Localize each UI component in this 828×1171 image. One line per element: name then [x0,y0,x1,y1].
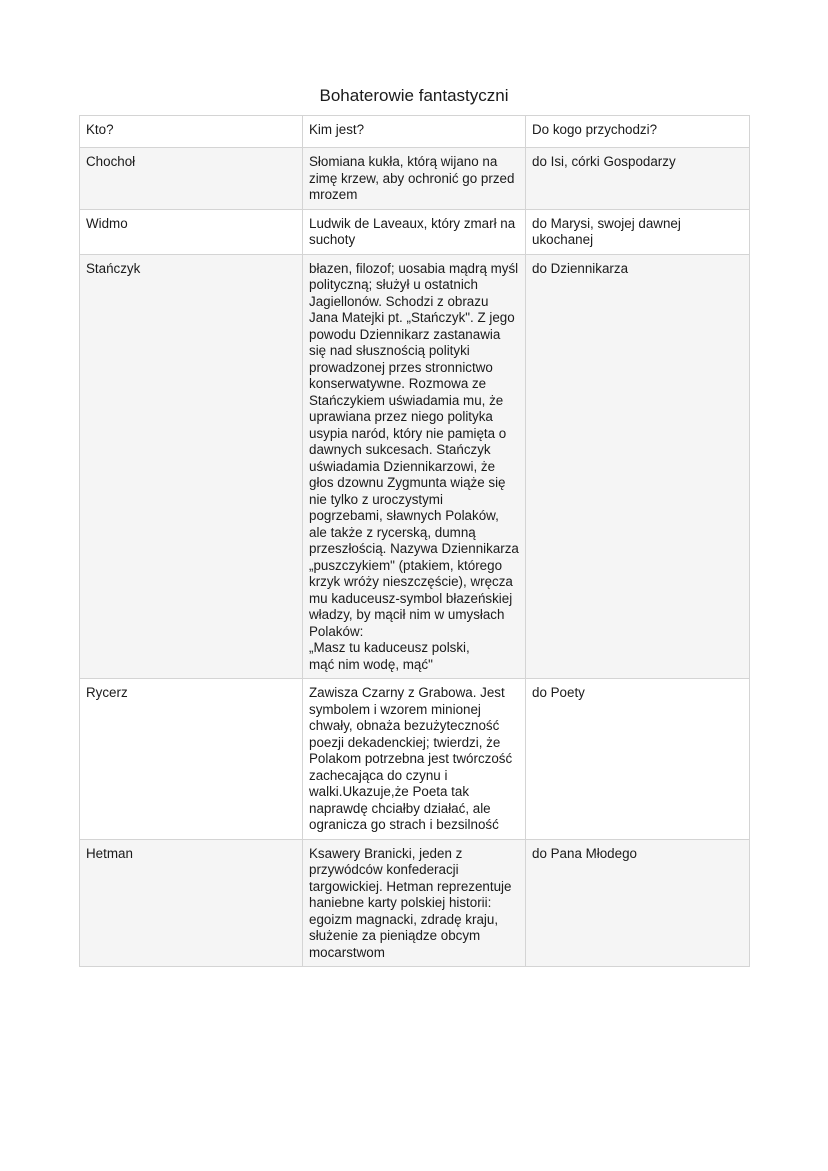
cell-kim-jest [303,254,526,679]
heroes-table [79,115,750,967]
table-row-widmo [80,209,750,254]
cell-kim-jest: Zawisza Czarny z Grabowa. Jest symbolem i wzorem minionej chwały, obnaża bezużyteczność poezji dekadenckiej; twierdzi, że Polakom potrzebna jest twórczość zachecająca do czynu i walki.Ukazuje,że Poeta tak naprawdę chciałby działać, ale ogranicza go strach i bezsilność [303,679,526,840]
cell-do-kogo: do Dziennikarza [526,254,750,679]
cell-kim-jest: Słomiana kukła, którą wijano na zimę krzew, aby ochronić go przed mrozem [303,148,526,210]
cell-kim-jest-text: błazen, filozof; uosabia mądrą myśl polityczną; służył u ostatnich Jagiellonów. Schodzi z obrazu Jana Matejki pt. „Stańczyk". Z jego powodu Dziennikarz zastanawia się nad słusznością polityki prowadzonej przes stronnictwo konserwatywne. Rozmowa ze Stańczykiem uświadamia mu, że uprawiana przez niego polityka usypia naród, który nie pamięta o dawnych sukcesach. Stańczyk uświadamia Dziennikarzowi, że głos dzownu Zygmunta wiąże się nie tylko z uroczystymi pogrzebami, sławnych Polaków, ale także z rycerską, dumną przeszłością. Nazywa Dziennikarza „puszczykiem" (ptakiem, którego krzyk wróży nieszczęście), wręcza mu kaduceusz-symbol błazeńskiej władzy, by mącił nim w umysłach Polaków: [309,260,519,639]
table-header-row [80,116,750,148]
cell-do-kogo: do Pana Młodego [526,839,750,967]
column-header-do-kogo: Do kogo przychodzi? [526,116,750,148]
column-header-kto: Kto? [80,116,303,148]
table-row-rycerz [80,679,750,840]
quote-line-1: „Masz tu kaduceusz polski, [309,640,470,655]
cell-kto: Chochoł [80,148,303,210]
cell-kto: Stańczyk [80,254,303,679]
table-row-stanczyk [80,254,750,679]
cell-do-kogo: do Poety [526,679,750,840]
table-row-hetman [80,839,750,967]
cell-kto: Hetman [80,839,303,967]
cell-do-kogo: do Isi, córki Gospodarzy [526,148,750,210]
quote-line-2: mąć nim wodę, mąć" [309,656,433,672]
column-header-kim-jest: Kim jest? [303,116,526,148]
cell-kto: Widmo [80,209,303,254]
table-row-chochol [80,148,750,210]
cell-kim-jest: Ksawery Branicki, jeden z przywódców konfederacji targowickiej. Hetman reprezentuje haniebne karty polskiej historii: egoizm magnacki, zdradę kraju, służenie za pieniądze obcym mocarstwom [303,839,526,967]
document-title: Bohaterowie fantastyczni [319,86,509,105]
cell-kim-jest: Ludwik de Laveaux, który zmarł na suchoty [303,209,526,254]
cell-do-kogo: do Marysi, swojej dawnej ukochanej [526,209,750,254]
cell-kto: Rycerz [80,679,303,840]
